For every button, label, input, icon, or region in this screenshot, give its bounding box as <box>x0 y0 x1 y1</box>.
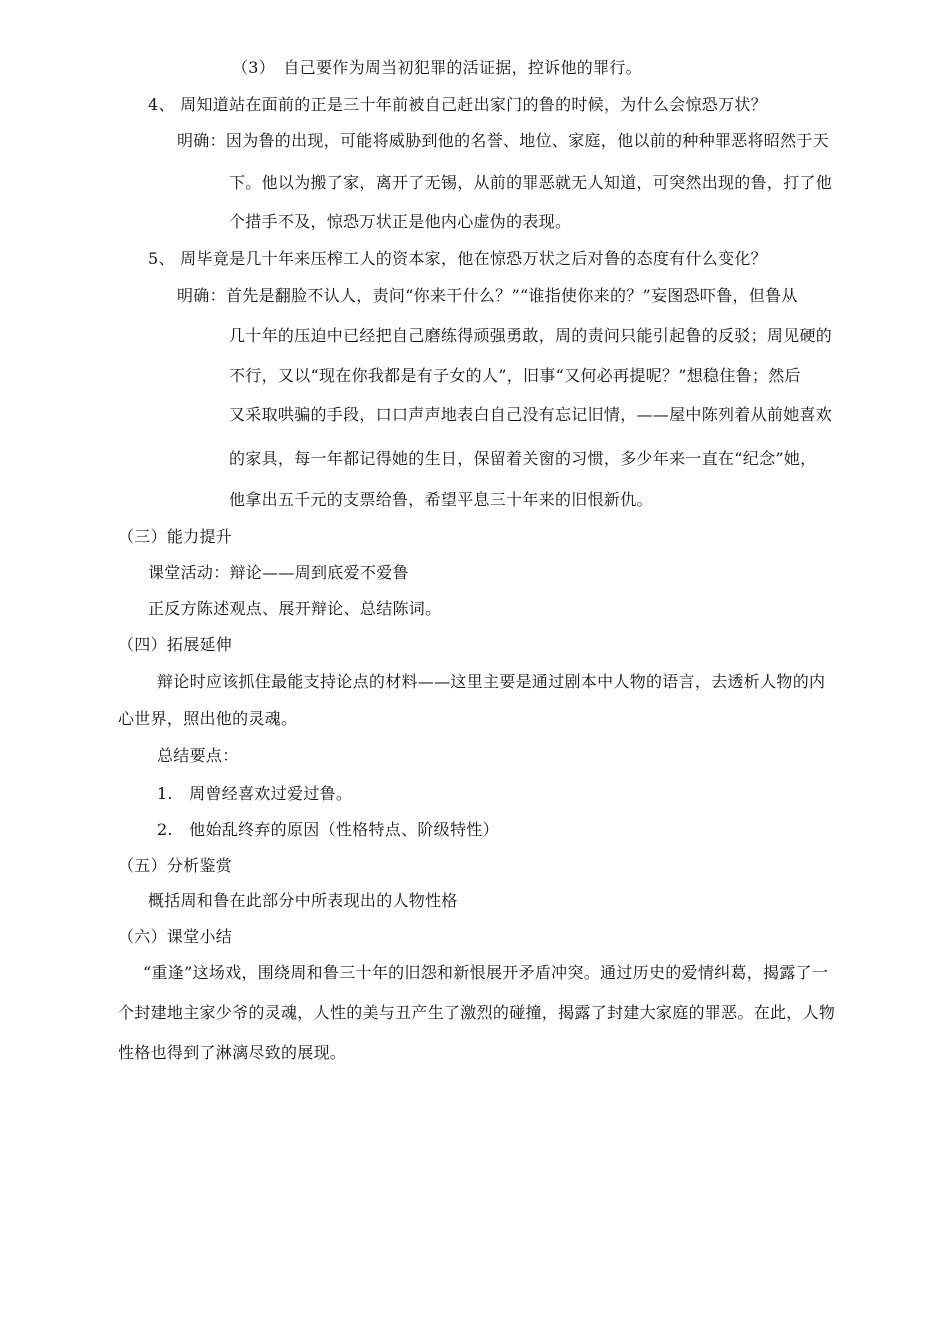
answer-5-line-1: 明确：首先是翻脸不认人，责问“你来干什么？”“谁指使你来的？”妄图恐吓鲁，但鲁从 <box>177 286 798 305</box>
section-heading-3: （三）能力提升 <box>118 527 233 546</box>
summary-point-2: 2. 他始乱终弃的原因（性格特点、阶级特性） <box>157 820 499 839</box>
question-4: 4、 周知道站在面前的正是三十年前被自己赶出家门的鲁的时候，为什么会惊恐万状？ <box>148 95 767 114</box>
answer-4-line-1: 明确：因为鲁的出现，可能将威胁到他的名誉、地位、家庭，他以前的种种罪恶将昭然于天 <box>177 131 830 150</box>
question-5: 5、 周毕竟是几十年来压榨工人的资本家，他在惊恐万状之后对鲁的态度有什么变化？ <box>148 249 767 268</box>
section-4-line-1: 辩论时应该抓住最能支持论点的材料——这里主要是通过剧本中人物的语言，去透析人物的内 <box>157 672 826 691</box>
section-heading-5: （五）分析鉴赏 <box>118 856 233 875</box>
answer-4-line-2: 下。他以为搬了家，离开了无锡，从前的罪恶就无人知道，可突然出现的鲁，打了他 <box>229 173 833 192</box>
section-heading-4: （四）拓展延伸 <box>118 635 233 654</box>
answer-5-line-5: 的家具，每一年都记得她的生日，保留着关窗的习惯，多少年来一直在“纪念”她， <box>229 449 817 468</box>
section-3-line-2: 正反方陈述观点、展开辩论、总结陈词。 <box>148 599 442 618</box>
section-4-line-3: 总结要点： <box>157 746 239 765</box>
section-4-line-2: 心世界，照出他的灵魂。 <box>118 709 298 728</box>
answer-5-line-4: 又采取哄骗的手段，口口声声地表白自己没有忘记旧情，——屋中陈列着从前她喜欢 <box>229 405 833 424</box>
summary-point-1: 1. 周曾经喜欢过爱过鲁。 <box>157 784 353 803</box>
section-6-line-3: 性格也得到了淋漓尽致的展现。 <box>118 1043 347 1062</box>
answer-5-line-2: 几十年的压迫中已经把自己磨练得顽强勇敢，周的责问只能引起鲁的反驳；周见硬的 <box>229 326 833 345</box>
section-heading-6: （六）课堂小结 <box>118 927 233 946</box>
answer-5-line-6: 他拿出五千元的支票给鲁，希望平息三十年来的旧恨新仇。 <box>229 490 653 509</box>
section-6-line-1: “重逢”这场戏，围绕周和鲁三十年的旧怨和新恨展开矛盾冲突。通过历史的爱情纠葛，揭露了一 <box>143 963 829 982</box>
answer-4-line-3: 个措手不及，惊恐万状正是他内心虚伪的表现。 <box>229 212 572 231</box>
section-6-line-2: 个封建地主家少爷的灵魂，人性的美与丑产生了激烈的碰撞，揭露了封建大家庭的罪恶。在此，人物 <box>118 1003 836 1022</box>
section-5-line-1: 概括周和鲁在此部分中所表现出的人物性格 <box>148 891 458 910</box>
list-item-3: （3） 自己要作为周当初犯罪的活证据，控诉他的罪行。 <box>232 58 642 77</box>
answer-5-line-3: 不行，又以“现在你我都是有子女的人”，旧事“又何必再提呢？”想稳住鲁；然后 <box>229 366 801 385</box>
section-3-line-1: 课堂活动：辩论——周到底爱不爱鲁 <box>148 563 409 582</box>
